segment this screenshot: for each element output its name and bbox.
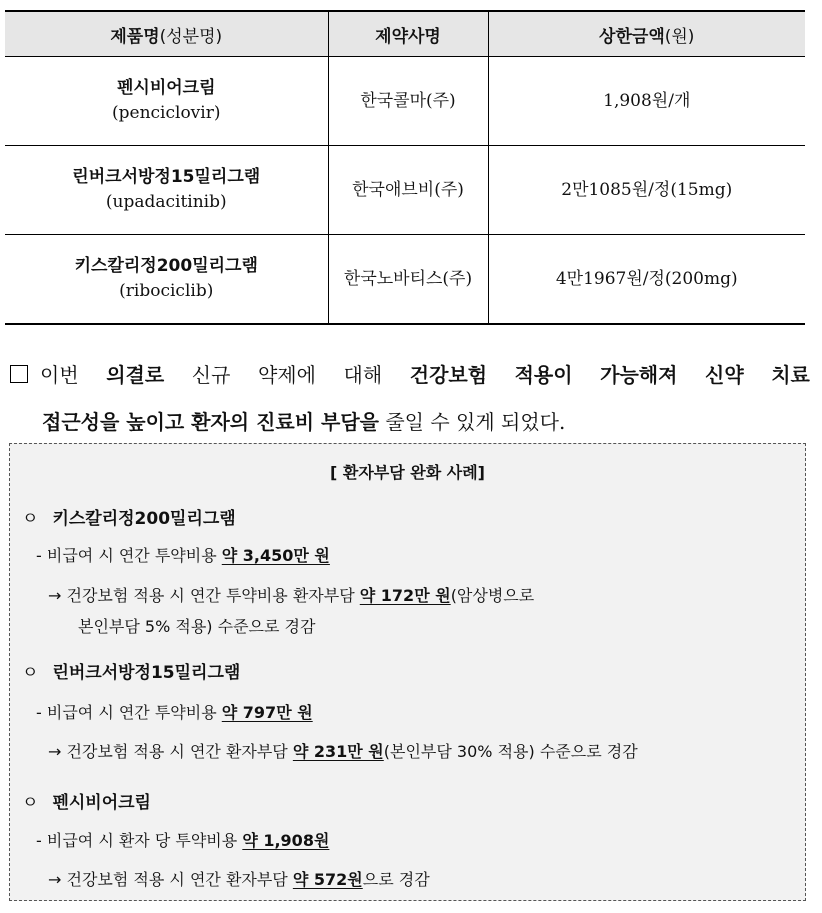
company-cell: 한국노바티스(주) (328, 235, 488, 325)
company-cell: 한국콜마(주) (328, 57, 488, 146)
circle-bullet-icon: ㅇ (22, 663, 39, 683)
product-cell (5, 146, 328, 235)
circle-bullet-icon: ㅇ (22, 509, 39, 529)
patient-burden-case-box (9, 443, 806, 901)
case-cost-line: - 비급여 시 연간 투약비용 약 797만 원 (36, 703, 313, 722)
case-cost-line: - 비급여 시 연간 투약비용 약 3,450만 원 (36, 546, 330, 565)
ingredient-name: (upadacitinib) (105, 192, 227, 212)
price-cell: 1,908원/개 (488, 57, 805, 146)
drug-price-table (5, 10, 805, 325)
case-reduction-line: → 건강보험 적용 시 연간 투약비용 환자부담 약 172만 원(암상병으로 (48, 586, 535, 605)
header-company: 제약사명 (328, 11, 488, 57)
product-name: 키스칼리정200밀리그램 (74, 256, 258, 276)
product-name: 펜시비어크림 (116, 78, 216, 98)
table-row (5, 235, 805, 325)
summary-paragraph (10, 352, 810, 446)
table-row (5, 57, 805, 146)
product-cell (5, 57, 328, 146)
table-row (5, 146, 805, 235)
case-drug-heading: ㅇ 린버크서방정15밀리그램 (22, 663, 241, 683)
company-cell: 한국애브비(주) (328, 146, 488, 235)
case-drug-heading: ㅇ 펜시비어크림 (22, 793, 151, 813)
price-cell: 2만1085원/정(15mg) (488, 146, 805, 235)
case-box-title: [ 환자부담 완화 사례] (330, 463, 485, 482)
ingredient-name: (penciclovir) (112, 103, 221, 123)
case-reduction-line: → 건강보험 적용 시 연간 환자부담 약 231만 원(본인부담 30% 적용) 수준으로 경감 (48, 742, 638, 761)
ingredient-name: (ribociclib) (119, 281, 214, 301)
paragraph-line-1: 이번 의결로 신규 약제에 대해 건강보험 적용이 가능해져 신약 치료 (10, 352, 810, 399)
circle-bullet-icon: ㅇ (22, 793, 39, 813)
product-cell (5, 235, 328, 325)
price-cell: 4만1967원/정(200mg) (488, 235, 805, 325)
table-header-row (5, 11, 805, 57)
header-product: 제품명(성분명) (5, 11, 328, 57)
case-cost-line: - 비급여 시 환자 당 투약비용 약 1,908원 (36, 831, 330, 850)
header-price: 상한금액(원) (488, 11, 805, 57)
case-reduction-continuation: 본인부담 5% 적용) 수준으로 경감 (78, 617, 316, 636)
case-drug-heading: ㅇ 키스칼리정200밀리그램 (22, 509, 236, 529)
paragraph-line-2: 접근성을 높이고 환자의 진료비 부담을 줄일 수 있게 되었다. (42, 410, 566, 434)
product-name: 린버크서방정15밀리그램 (72, 167, 261, 187)
case-reduction-line: → 건강보험 적용 시 연간 환자부담 약 572원으로 경감 (48, 870, 430, 889)
square-bullet-icon (10, 365, 28, 383)
